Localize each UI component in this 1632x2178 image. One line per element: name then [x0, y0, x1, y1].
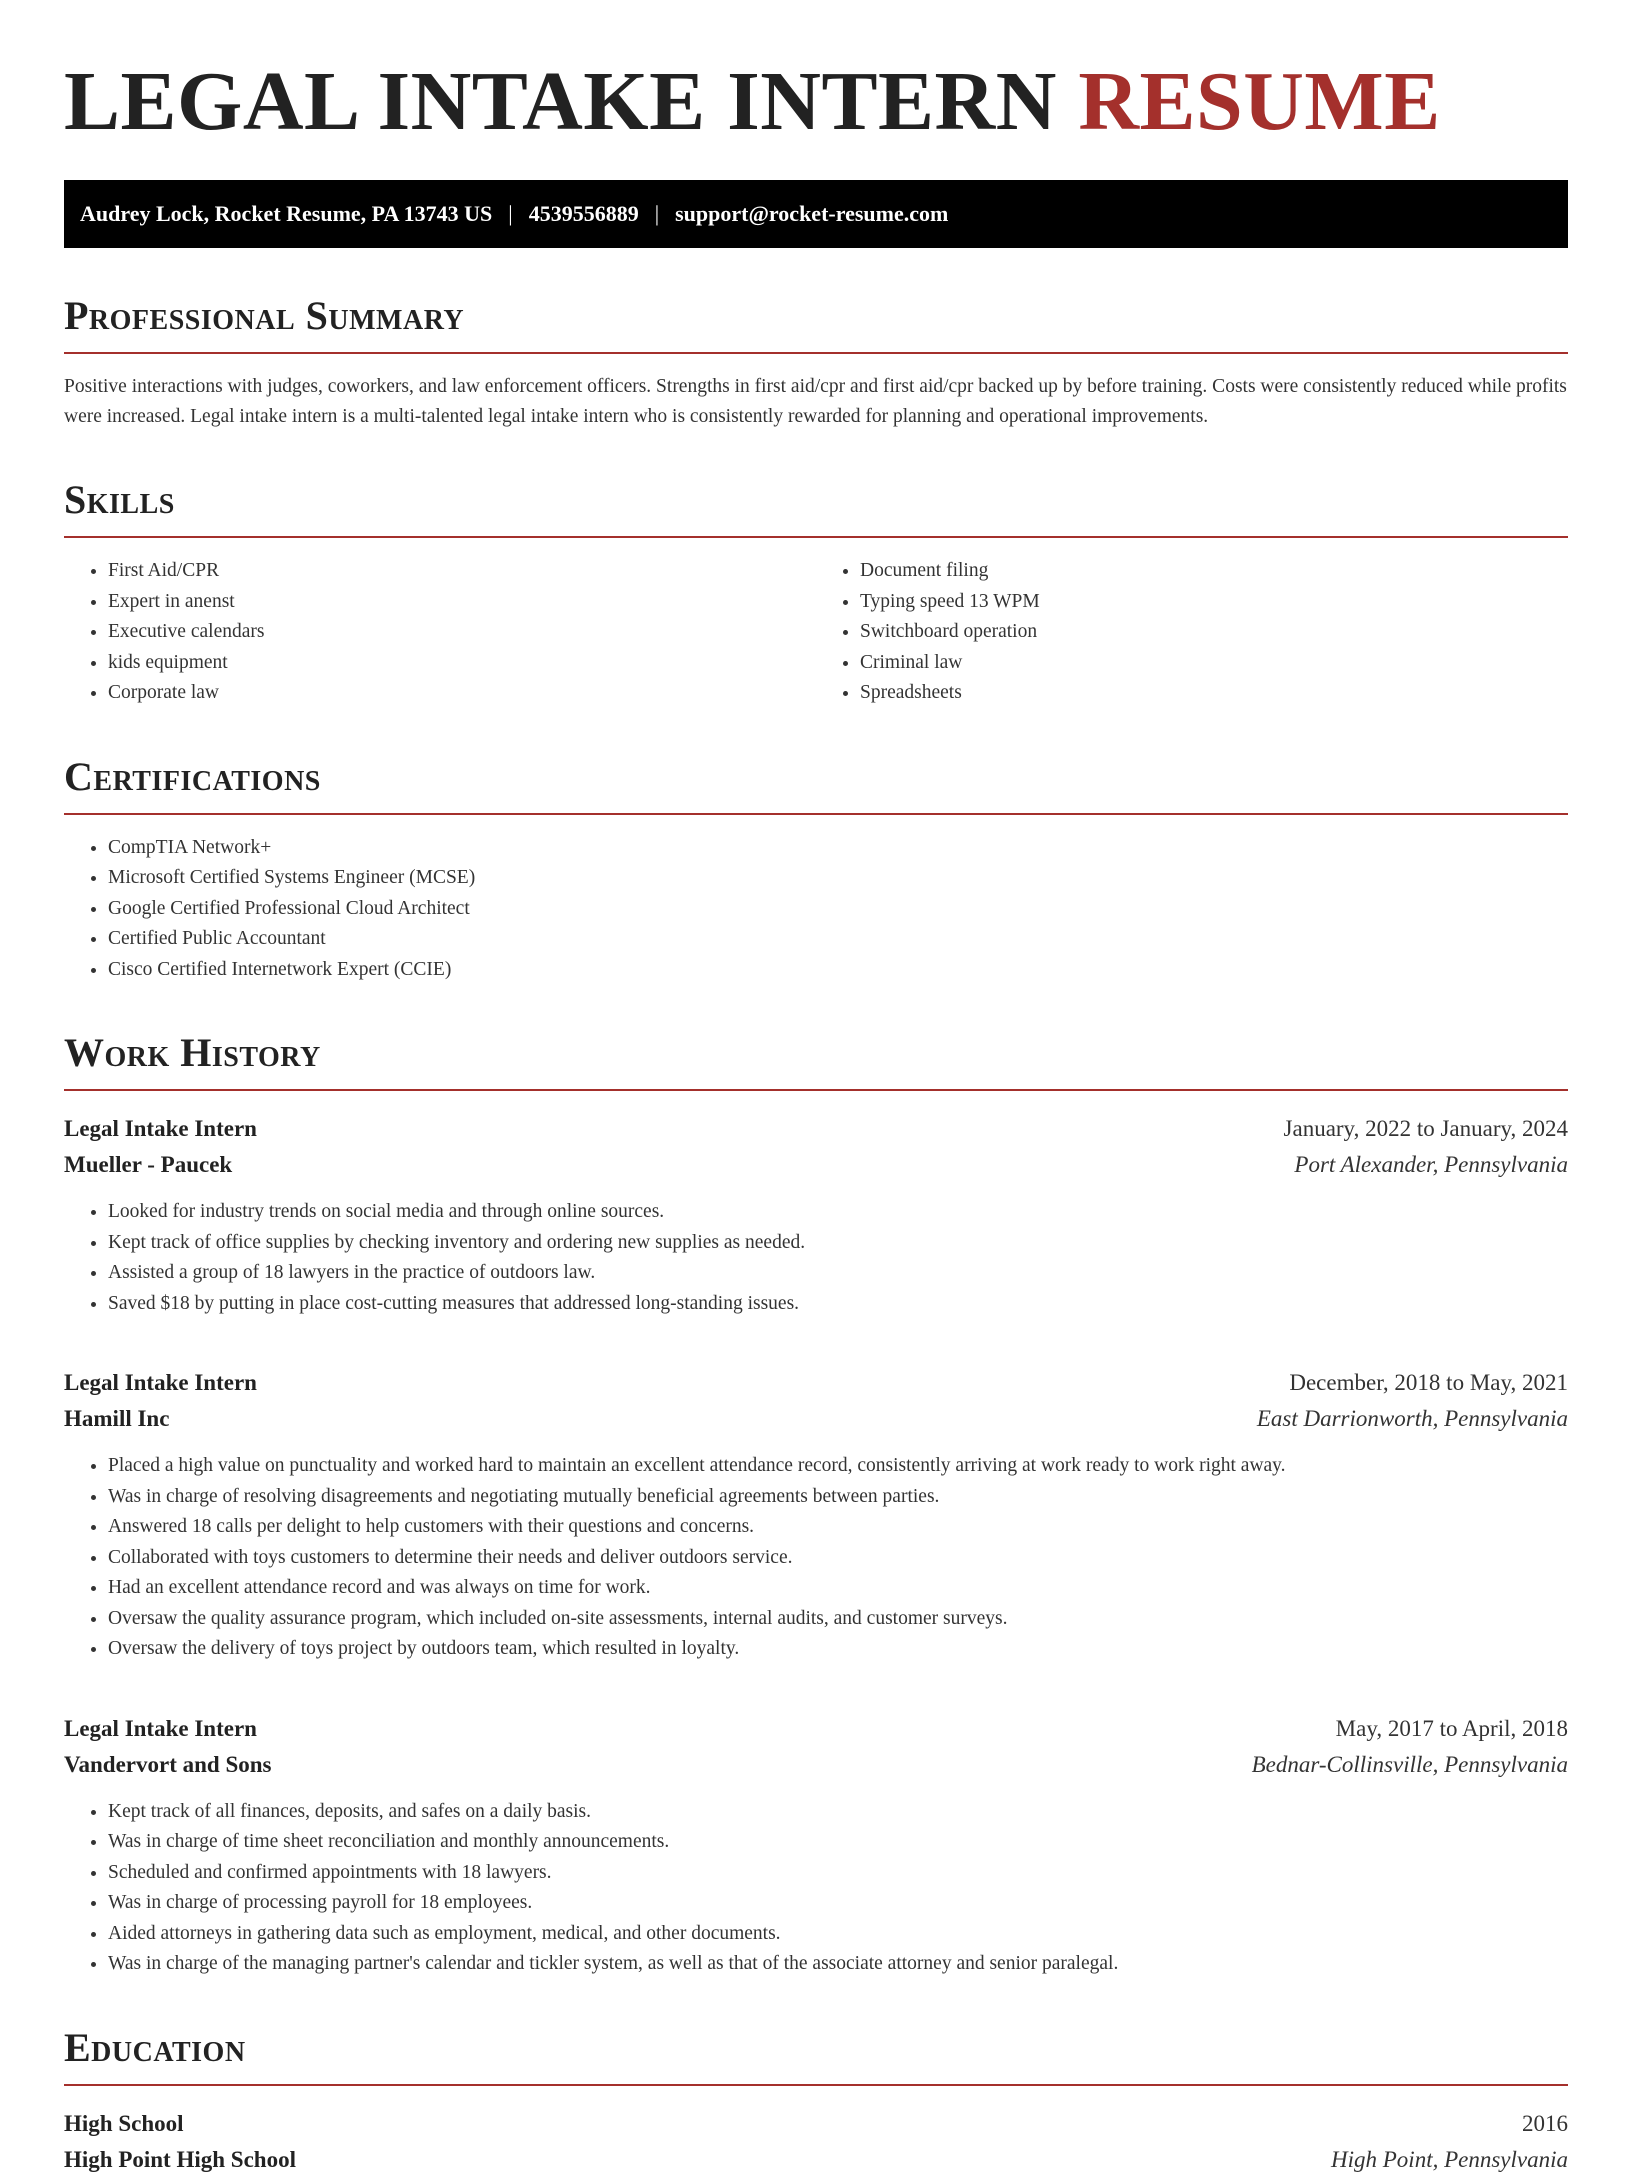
job-bullet: • Scheduled and confirmed appointments with 18 lawyers. [108, 1858, 1568, 1889]
skill-item: • Executive calendars [108, 617, 816, 648]
job-bullet: • Oversaw the delivery of toys project by outdoors team, which resulted in loyalty. [108, 1634, 1568, 1665]
work-history-section [64, 1031, 1568, 1980]
education-degree: High School [64, 2110, 184, 2136]
job-bullets [64, 1197, 1568, 1319]
contact-separator: | [654, 201, 660, 226]
certification-item: • Cisco Certified Internetwork Expert (CCIE) [108, 955, 1568, 986]
education-school: High Point High School [64, 2146, 296, 2172]
job-bullet: • Was in charge of time sheet reconciliation and monthly announcements. [108, 1827, 1568, 1858]
job-location: East Darrionworth, Pennsylvania [1256, 1406, 1568, 1431]
job-title: Legal Intake Intern [64, 1715, 257, 1741]
skill-item: • Switchboard operation [860, 617, 1568, 648]
job-bullet: • Oversaw the quality assurance program, which included on-site assessments, internal audits, and customer surveys. [108, 1604, 1568, 1635]
job-company-row [64, 1147, 1568, 1183]
job-dates: May, 2017 to April, 2018 [1335, 1715, 1568, 1741]
job-dates: December, 2018 to May, 2021 [1289, 1370, 1568, 1395]
skill-item: • Corporate law [108, 678, 816, 709]
skills-grid [64, 556, 1568, 709]
skill-item: • Document filing [860, 556, 1568, 587]
section-divider [64, 1089, 1568, 1091]
job-bullet: • Had an excellent attendance record and was always on time for work. [108, 1573, 1568, 1604]
skill-item: • Criminal law [860, 648, 1568, 679]
title-accent: RESUME [1078, 55, 1441, 148]
job-bullet: • Aided attorneys in gathering data such as employment, medical, and other documents. [108, 1919, 1568, 1950]
title-main: LEGAL INTAKE INTERN [64, 55, 1057, 148]
job-bullet: • Kept track of office supplies by checking inventory and ordering new supplies as needed. [108, 1228, 1568, 1259]
section-divider [64, 352, 1568, 354]
section-divider [64, 813, 1568, 815]
job-company: Mueller - Paucek [64, 1152, 233, 1177]
summary-section [64, 294, 1568, 432]
job-title-row [64, 1711, 1568, 1747]
job-bullets [64, 1797, 1568, 1980]
skill-item: • First Aid/CPR [108, 556, 816, 587]
skills-section [64, 478, 1568, 709]
skill-item: • Spreadsheets [860, 678, 1568, 709]
section-divider [64, 536, 1568, 538]
job-title-row [64, 1111, 1568, 1147]
education-heading: Education [64, 2024, 246, 2070]
job-company-row [64, 1401, 1568, 1437]
skill-item: • kids equipment [108, 648, 816, 679]
job-bullet: • Was in charge of processing payroll for 18 employees. [108, 1888, 1568, 1919]
education-entry [64, 2106, 1568, 2178]
education-location: High Point, Pennsylvania [1331, 2146, 1568, 2172]
job-bullet: • Was in charge of the managing partner's calendar and tickler system, as well as that of the associate attorney and senior paralegal. [108, 1949, 1568, 1980]
resume-title [64, 56, 1568, 148]
certifications-heading: Certifications [64, 753, 321, 799]
contact-email: support@rocket-resume.com [675, 201, 949, 226]
certification-item: • Microsoft Certified Systems Engineer (MCSE) [108, 863, 1568, 894]
skills-list-right [816, 556, 1568, 709]
job-dates: January, 2022 to January, 2024 [1283, 1116, 1568, 1141]
summary-heading: Professional Summary [64, 293, 465, 338]
certification-item: • Certified Public Accountant [108, 924, 1568, 955]
contact-phone: 4539556889 [528, 201, 639, 226]
job-bullet: • Assisted a group of 18 lawyers in the practice of outdoors law. [108, 1258, 1568, 1289]
job-entry [64, 1365, 1568, 1665]
job-title: Legal Intake Intern [64, 1370, 257, 1395]
job-company: Vandervort and Sons [64, 1751, 272, 1777]
job-bullet: • Looked for industry trends on social media and through online sources. [108, 1197, 1568, 1228]
skills-heading: Skills [64, 477, 175, 522]
certifications-section [64, 755, 1568, 986]
job-location: Port Alexander, Pennsylvania [1294, 1152, 1568, 1177]
work-history-heading: Work History [64, 1030, 321, 1075]
skills-list-left [64, 556, 816, 709]
job-bullet: • Saved $18 by putting in place cost-cutting measures that addressed long-standing issues. [108, 1289, 1568, 1320]
contact-separator: | [508, 201, 513, 226]
job-bullet: • Kept track of all finances, deposits, and safes on a daily basis. [108, 1797, 1568, 1828]
education-degree-row [64, 2106, 1568, 2142]
job-company-row [64, 1747, 1568, 1783]
education-school-row [64, 2142, 1568, 2178]
education-year: 2016 [1522, 2110, 1568, 2136]
contact-bar [64, 180, 1568, 248]
contact-address: Audrey Lock, Rocket Resume, PA 13743 US [80, 201, 493, 226]
job-bullet: • Was in charge of resolving disagreements and negotiating mutually beneficial agreements between parties. [108, 1482, 1568, 1513]
job-company: Hamill Inc [64, 1406, 170, 1431]
certifications-list [64, 833, 1568, 986]
education-section [64, 2026, 1568, 2178]
job-bullet: • Answered 18 calls per delight to help customers with their questions and concerns. [108, 1512, 1568, 1543]
job-title: Legal Intake Intern [64, 1116, 257, 1141]
job-bullet: • Placed a high value on punctuality and worked hard to maintain an excellent attendance record, consistently arriving at work ready to work right away. [108, 1451, 1568, 1482]
skill-item: • Expert in anenst [108, 587, 816, 618]
job-location: Bednar-Collinsville, Pennsylvania [1251, 1751, 1568, 1777]
skill-item: • Typing speed 13 WPM [860, 587, 1568, 618]
job-entry [64, 1711, 1568, 1980]
certification-item: • CompTIA Network+ [108, 833, 1568, 864]
certification-item: • Google Certified Professional Cloud Architect [108, 894, 1568, 925]
job-entry [64, 1111, 1568, 1319]
job-bullets [64, 1451, 1568, 1665]
section-divider [64, 2084, 1568, 2086]
job-title-row [64, 1365, 1568, 1401]
job-bullet: • Collaborated with toys customers to determine their needs and deliver outdoors service. [108, 1543, 1568, 1574]
summary-text: Positive interactions with judges, coworkers, and law enforcement officers. Strengths in first aid/cpr and first aid/cpr backed up by before training. Costs were consistently reduced while profits were increased. Legal intake intern is a multi-talented legal intake intern who is consistently rewarded for planning and operational improvements. [64, 376, 1567, 427]
